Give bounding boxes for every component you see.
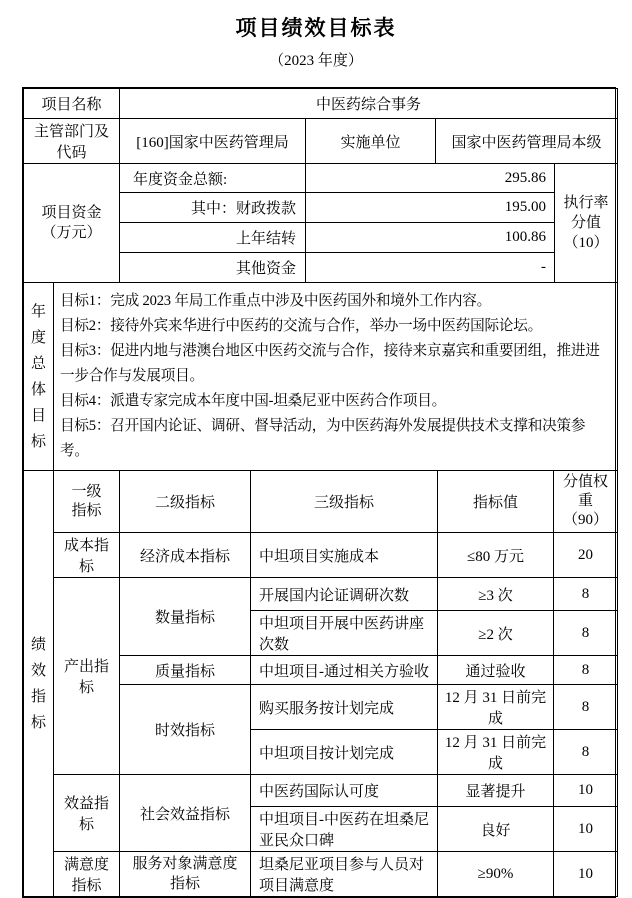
- header-weight-line2: 重: [577, 493, 593, 509]
- fund-item-name: 其他资金: [120, 253, 306, 283]
- dept-label: 主管部门及代码: [24, 119, 120, 164]
- sub-economic: 经济成本指标: [120, 533, 251, 578]
- sub-service: [120, 852, 251, 897]
- header-value: 指标值: [438, 471, 554, 533]
- goal-line: 目标3：促进内地与港澳台地区中医药交流与合作，接待来京嘉宾和重要团组，推进进一步合作与发展项目。: [60, 343, 600, 384]
- group-satisfaction: 满意度指标: [54, 852, 120, 897]
- indicator-value: 显著提升: [438, 775, 554, 807]
- goal-line: 目标2：接待外宾来华进行中医药的交流与合作，举办一场中医药国际论坛。: [60, 318, 543, 334]
- indicator-l3: 坦桑尼亚项目参与人员对项目满意度: [251, 852, 438, 897]
- goal-line: 目标5：召开国内论证、调研、督导活动，为中医药海外发展提供技术支撑和决策参考。: [60, 418, 586, 459]
- project-name-label: 项目名称: [24, 89, 120, 119]
- indicator-l3: 中坦项目实施成本: [251, 533, 438, 578]
- indicator-l3: 中坦项目开展中医药讲座次数: [251, 611, 438, 656]
- indicator-value: ≤80 万元: [438, 533, 554, 578]
- indicator-l3: 购买服务按计划完成: [251, 685, 438, 730]
- indicator-value: ≥3 次: [438, 578, 554, 611]
- indicator-value: 12 月 31 日前完成: [438, 685, 554, 730]
- funds-label-line1: 项目资金: [41, 205, 102, 221]
- sub-service-line2: 指标: [169, 876, 200, 892]
- indicator-score: 8: [554, 685, 618, 730]
- indicator-score: 8: [554, 578, 618, 611]
- indicator-value: 12 月 31 日前完成: [438, 730, 554, 775]
- indicators-side-label: 绩效指标: [24, 471, 54, 897]
- fund-item-name: 上年结转: [120, 223, 306, 253]
- fund-item-value: 295.86: [306, 164, 555, 193]
- indicator-value: ≥2 次: [438, 611, 554, 656]
- indicator-l3: 中坦项目-中医药在坦桑尼亚民众口碑: [251, 807, 438, 852]
- indicator-l3: 中坦项目-通过相关方验收: [251, 656, 438, 685]
- dept-value: [160]国家中医药管理局: [120, 119, 306, 164]
- annual-goals-side-label: 年度总体目标: [24, 283, 54, 471]
- execution-line3: （10）: [563, 235, 609, 251]
- indicator-value: ≥90%: [438, 852, 554, 897]
- indicator-score: 10: [554, 807, 618, 852]
- indicator-l3: 中医药国际认可度: [251, 775, 438, 807]
- indicator-score: 10: [554, 775, 618, 807]
- impl-unit-label: 实施单位: [306, 119, 436, 164]
- sub-social: 社会效益指标: [120, 775, 251, 852]
- indicator-score: 20: [554, 533, 618, 578]
- fund-item-name: 其中：财政拨款: [120, 193, 306, 223]
- page-subtitle: （2023 年度）: [269, 53, 363, 69]
- funds-label-line2: （万元）: [41, 225, 102, 241]
- fund-item-value: -: [306, 253, 555, 283]
- execution-line2: 分值: [570, 215, 601, 231]
- header-weight: [554, 471, 618, 533]
- sub-timeliness: 时效指标: [120, 685, 251, 775]
- sub-service-line1: 服务对象满意度: [132, 856, 238, 872]
- indicators-section: [23, 470, 618, 897]
- header-weight-line3: （90）: [562, 512, 608, 528]
- header-level2: 二级指标: [120, 471, 251, 533]
- indicator-score: 8: [554, 656, 618, 685]
- header-weight-line1: 分值权: [562, 474, 608, 490]
- goal-line: 目标1：完成 2023 年局工作重点中涉及中医药国外和境外工作内容。: [60, 293, 492, 309]
- header-level1: [54, 471, 120, 533]
- group-cost: 成本指标: [54, 533, 120, 578]
- indicator-value: 通过验收: [438, 656, 554, 685]
- sub-quantity: 数量指标: [120, 578, 251, 656]
- page-title: 项目绩效目标表: [235, 16, 397, 40]
- group-output: 产出指标: [54, 578, 120, 775]
- execution-rate-score-label: [555, 164, 618, 283]
- header-level1-line2: 指标: [71, 502, 102, 519]
- indicator-l3: 中坦项目按计划完成: [251, 730, 438, 775]
- execution-line1: 执行率: [563, 195, 609, 211]
- indicator-value: 良好: [438, 807, 554, 852]
- indicator-score: 10: [554, 852, 618, 897]
- basic-info-section: [23, 88, 618, 164]
- header-level1-line1: 一级: [71, 483, 102, 500]
- goal-line: 目标4：派遣专家完成本年度中国-坦桑尼亚中医药合作项目。: [60, 393, 446, 409]
- funds-label: [24, 164, 120, 283]
- annual-goals-text: [54, 283, 618, 471]
- impl-unit-value: 国家中医药管理局本级: [436, 119, 618, 164]
- sub-quality: 质量指标: [120, 656, 251, 685]
- performance-target-table: [22, 87, 616, 898]
- funds-section: [23, 163, 618, 283]
- indicator-score: 8: [554, 730, 618, 775]
- indicator-l3: 开展国内论证调研次数: [251, 578, 438, 611]
- project-name-value: 中医药综合事务: [120, 89, 618, 119]
- annual-goals-section: [23, 282, 618, 471]
- fund-item-value: 195.00: [306, 193, 555, 223]
- fund-item-value: 100.86: [306, 223, 555, 253]
- header-level3: 三级指标: [251, 471, 438, 533]
- indicator-score: 8: [554, 611, 618, 656]
- fund-item-name: 年度资金总额:: [120, 164, 306, 193]
- group-benefit: 效益指标: [54, 775, 120, 852]
